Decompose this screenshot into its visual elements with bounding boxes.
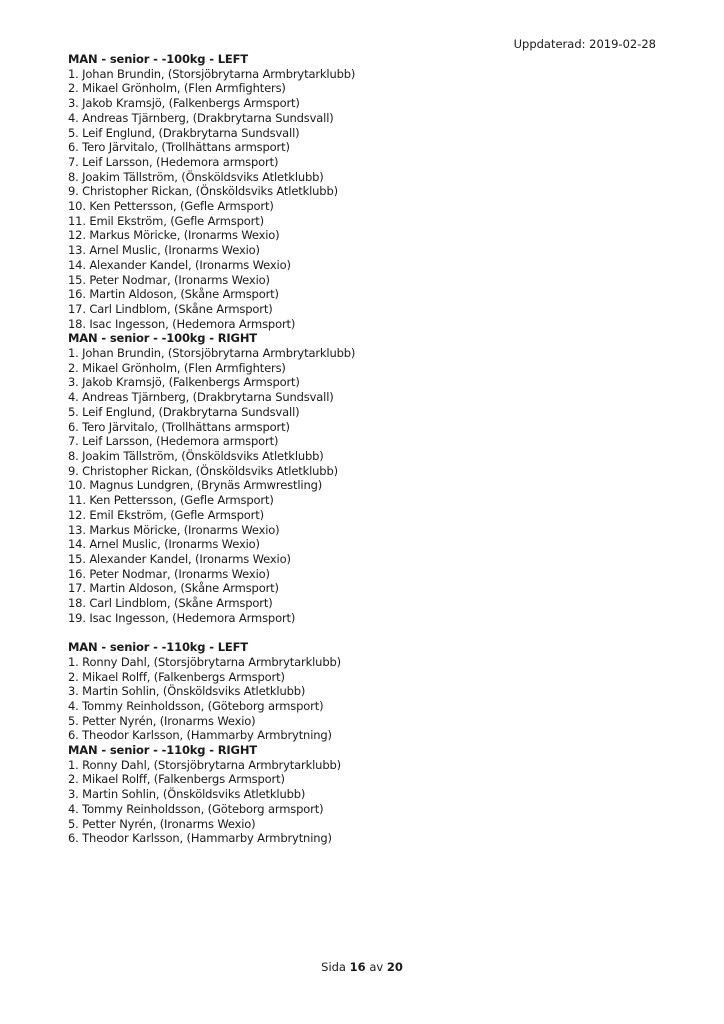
list-item: 4. Tommy Reinholdsson, (Göteborg armsport): [68, 801, 324, 816]
section-title: MAN - senior - -110kg - LEFT: [68, 640, 248, 655]
list-item: 5. Leif Englund, (Drakbrytarna Sundsvall): [68, 125, 300, 140]
list-item: 5. Petter Nyrén, (Ironarms Wexio): [68, 713, 256, 728]
list-item: 16. Martin Aldoson, (Skåne Armsport): [68, 287, 279, 302]
list-item: 16. Peter Nodmar, (Ironarms Wexio): [68, 566, 270, 581]
list-item: 6. Tero Järvitalo, (Trollhättans armsport): [68, 140, 290, 155]
list-item: 2. Mikael Rolff, (Falkenbergs Armsport): [68, 772, 285, 787]
list-item: 17. Carl Lindblom, (Skåne Armsport): [68, 301, 273, 316]
list-item: 18. Isac Ingesson, (Hedemora Armsport): [68, 316, 296, 331]
list-item: 10. Ken Pettersson, (Gefle Armsport): [68, 199, 274, 214]
list-item: 13. Markus Möricke, (Ironarms Wexio): [68, 522, 280, 537]
list-item: 9. Christopher Rickan, (Önsköldsviks Atletklubb): [68, 463, 338, 478]
list-item: 18. Carl Lindblom, (Skåne Armsport): [68, 596, 273, 611]
list-item: 19. Isac Ingesson, (Hedemora Armsport): [68, 610, 296, 625]
blank-line: [68, 625, 668, 640]
list-item: 15. Peter Nodmar, (Ironarms Wexio): [68, 272, 270, 287]
list-item: 3. Jakob Kramsjö, (Falkenbergs Armsport): [68, 375, 300, 390]
list-item: 4. Andreas Tjärnberg, (Drakbrytarna Sundsvall): [68, 110, 334, 125]
list-item: 1. Ronny Dahl, (Storsjöbrytarna Armbrytarklubb): [68, 654, 341, 669]
list-item: 13. Arnel Muslic, (Ironarms Wexio): [68, 243, 260, 258]
page-number: 16: [349, 960, 366, 974]
list-item: 3. Martin Sohlin, (Önsköldsviks Atletklubb): [68, 787, 306, 802]
list-item: 14. Arnel Muslic, (Ironarms Wexio): [68, 537, 260, 552]
page-footer: [0, 960, 724, 974]
section-title: MAN - senior - -100kg - LEFT: [68, 52, 248, 66]
list-item: 10. Magnus Lundgren, (Brynäs Armwrestling): [68, 478, 323, 493]
list-item: 1. Ronny Dahl, (Storsjöbrytarna Armbrytarklubb): [68, 757, 341, 772]
list-item: 2. Mikael Grönholm, (Flen Armfighters): [68, 81, 286, 96]
list-item: 7. Leif Larsson, (Hedemora armsport): [68, 434, 279, 449]
list-item: 1. Johan Brundin, (Storsjöbrytarna Armbrytarklubb): [68, 66, 356, 81]
list-item: 2. Mikael Grönholm, (Flen Armfighters): [68, 360, 286, 375]
list-item: 6. Tero Järvitalo, (Trollhättans armsport): [68, 419, 290, 434]
page-total: 20: [386, 960, 403, 974]
list-item: 3. Jakob Kramsjö, (Falkenbergs Armsport): [68, 96, 300, 111]
list-item: 7. Leif Larsson, (Hedemora armsport): [68, 154, 279, 169]
list-item: 15. Alexander Kandel, (Ironarms Wexio): [68, 551, 291, 566]
updated-date: Uppdaterad: 2019-02-28: [513, 37, 656, 51]
list-item: 3. Martin Sohlin, (Önsköldsviks Atletklubb): [68, 684, 306, 699]
list-item: 5. Petter Nyrén, (Ironarms Wexio): [68, 816, 256, 831]
list-item: 14. Alexander Kandel, (Ironarms Wexio): [68, 257, 291, 272]
list-item: 2. Mikael Rolff, (Falkenbergs Armsport): [68, 669, 285, 684]
list-item: 12. Markus Möricke, (Ironarms Wexio): [68, 228, 280, 243]
list-item: 5. Leif Englund, (Drakbrytarna Sundsvall): [68, 404, 300, 419]
list-item: 6. Theodor Karlsson, (Hammarby Armbrytning): [68, 831, 332, 846]
section-title: MAN - senior - -100kg - RIGHT: [68, 331, 258, 346]
list-item: 11. Emil Ekström, (Gefle Armsport): [68, 213, 264, 228]
section-title: MAN - senior - -110kg - RIGHT: [68, 743, 258, 758]
list-item: 9. Christopher Rickan, (Önsköldsviks Atletklubb): [68, 184, 338, 199]
footer-separator: av: [369, 960, 384, 974]
list-item: 4. Tommy Reinholdsson, (Göteborg armsport): [68, 698, 324, 713]
list-item: 12. Emil Ekström, (Gefle Armsport): [68, 507, 264, 522]
list-item: 6. Theodor Karlsson, (Hammarby Armbrytning): [68, 728, 332, 743]
list-item: 17. Martin Aldoson, (Skåne Armsport): [68, 581, 279, 596]
list-item: 8. Joakim Tällström, (Önsköldsviks Atletklubb): [68, 448, 324, 463]
list-item: 11. Ken Pettersson, (Gefle Armsport): [68, 493, 274, 508]
list-item: 1. Johan Brundin, (Storsjöbrytarna Armbrytarklubb): [68, 346, 356, 361]
results-list: [68, 52, 668, 846]
list-item: 4. Andreas Tjärnberg, (Drakbrytarna Sundsvall): [68, 390, 334, 405]
list-item: 8. Joakim Tällström, (Önsköldsviks Atletklubb): [68, 169, 324, 184]
footer-prefix: Sida: [321, 960, 346, 974]
